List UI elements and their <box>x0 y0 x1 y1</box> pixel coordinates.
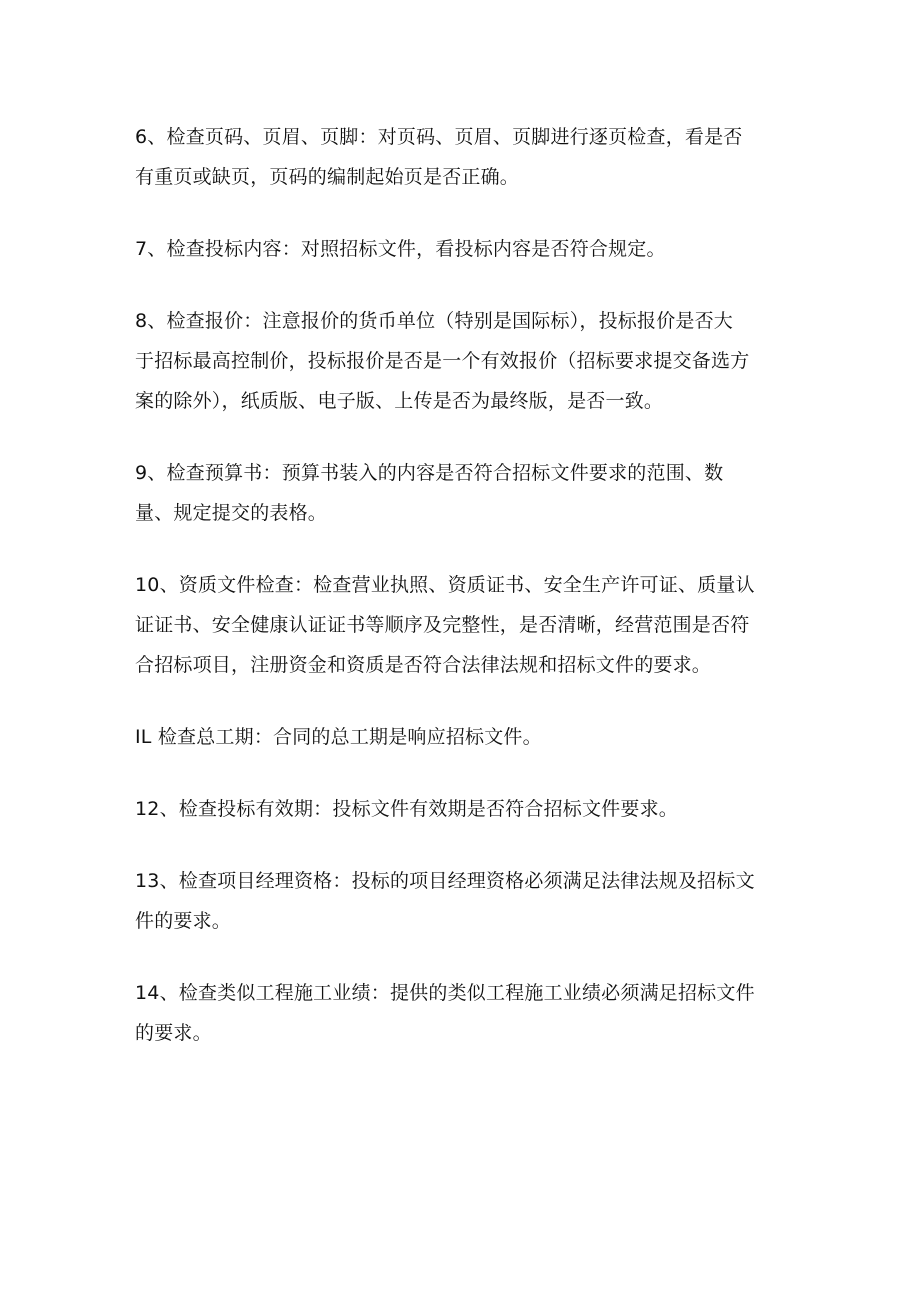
paragraph-item-6 <box>135 117 785 197</box>
paragraph-item-12 <box>135 789 785 829</box>
paragraph-item-13 <box>135 861 785 941</box>
text-line: 量、规定提交的表格。 <box>135 502 328 524</box>
text-line: 的要求。 <box>135 1022 212 1044</box>
text-line: 14、检查类似工程施工业绩：提供的类似工程施工业绩必须满足招标文件 <box>135 982 755 1004</box>
paragraph-item-10 <box>135 565 785 685</box>
paragraph-item-9 <box>135 453 785 533</box>
text-line: 13、检查项目经理资格：投标的项目经理资格必须满足法律法规及招标文 <box>135 870 755 892</box>
text-line: 7、检查投标内容：对照招标文件，看投标内容是否符合规定。 <box>135 238 666 260</box>
text-line: 9、检查预算书：预算书装入的内容是否符合招标文件要求的范围、数 <box>135 462 724 484</box>
document-body <box>135 117 785 1053</box>
text-line: 10、资质文件检查：检查营业执照、资质证书、安全生产许可证、质量认 <box>135 574 755 596</box>
text-line: 件的要求。 <box>135 910 232 932</box>
paragraph-item-8 <box>135 301 785 421</box>
text-line: IL 检查总工期：合同的总工期是响应招标文件。 <box>135 726 542 748</box>
paragraph-item-11 <box>135 717 785 757</box>
text-line: 案的除外），纸质版、电子版、上传是否为最终版，是否一致。 <box>135 390 664 412</box>
text-line: 6、检查页码、页眉、页脚：对页码、页眉、页脚进行逐页检查，看是否 <box>135 126 743 148</box>
text-line: 8、检查报价：注意报价的货币单位（特别是国际标），投标报价是否大 <box>135 310 733 332</box>
text-line: 证证书、安全健康认证证书等顺序及完整性，是否清晰，经营范围是否符 <box>135 614 750 636</box>
text-line: 合招标项目，注册资金和资质是否符合法律法规和招标文件的要求。 <box>135 654 712 676</box>
paragraph-item-14 <box>135 973 785 1053</box>
paragraph-item-7 <box>135 229 785 269</box>
text-line: 有重页或缺页，页码的编制起始页是否正确。 <box>135 166 520 188</box>
text-line: 于招标最高控制价，投标报价是否是一个有效报价（招标要求提交备选方 <box>135 350 750 372</box>
text-line: 12、检查投标有效期：投标文件有效期是否符合招标文件要求。 <box>135 798 678 820</box>
